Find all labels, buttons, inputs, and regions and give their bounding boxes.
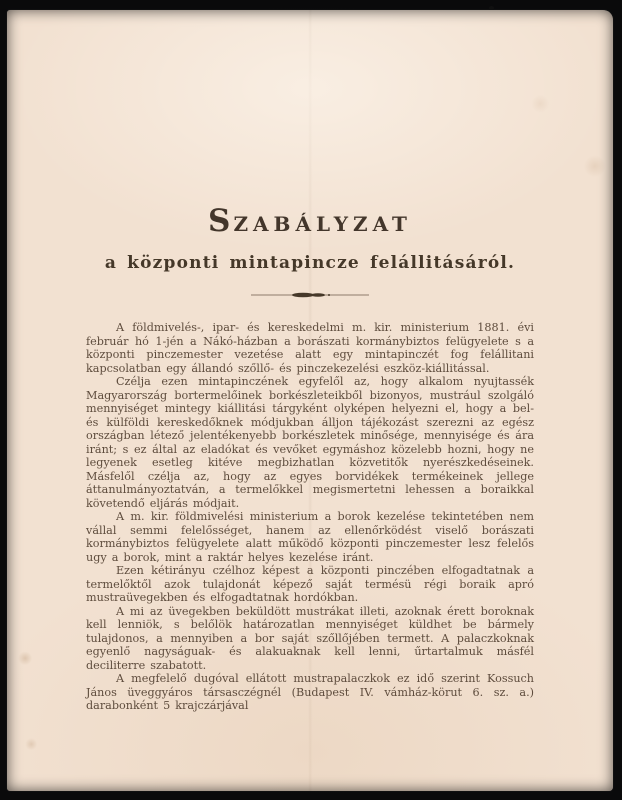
paragraph: A földmivelés-, ipar- és kereskedelmi m. kir. ministerium 1881. évi február hó 1-jén a Nákó-házban a borászati kormánybiztos felügyelete s a központi pinczemester vezetése alatt egy mintapinczét fog felállitani kapcsolatban egy állandó szőllő- és pinczekezelési eszköz-kiállitással. [86, 321, 534, 375]
paragraph: Czélja ezen mintapinczének egyfelől az, hogy alkalom nyujtassék Magyarország bortermelőinek borkészleteikből bizonyos, mustrául szolgáló mennyiséget mintegy kiállitási tárgyként olyképen helyezni el, hogy a bel- és külföldi kereskedőknek módjukban álljon tájékozást szerezni az egész országban létező jelentékenyebb borkészletek minősége, mennyisége és ára iránt; s ez által az eladókat és vevőket egymáshoz közelebb hozni, hogy ne legyenek esetleg kitéve megbizhatlan közvetitők nyerészkedéseinek. Másfelől czélja az, hogy az egyes borvidékek termékeinek jellege áttanulmányoztatván, a termelőkkel megismertetni lehessen a boraikkal követendő eljárás módjait. [86, 375, 534, 510]
paragraph: Ezen kétirányu czélhoz képest a központi pinczében elfogadtatnak a termelőktől azok tulajdonát képező saját termésü régi boraik apró mustraüvegekben és elfogadtatnak hordókban. [86, 564, 534, 605]
page-subtitle: a központi mintapincze felállitásáról. [104, 253, 516, 274]
document-page [7, 10, 613, 791]
paper-speck [489, 6, 494, 10]
ornament-divider-icon [251, 290, 369, 300]
paragraph: A megfelelő dugóval ellátott mustrapalaczkok ez idő szerint Kossuch János üveggyáros társasczégnél (Budapest IV. vámház-körut 6. sz. a.) darabonként 5 krajczárjával [86, 672, 534, 713]
document-body [86, 321, 534, 713]
paragraph: A m. kir. földmivelési ministerium a borok kezelése tekintetében nem vállal semmi felelősséget, hanem az ellenőrködést viselő borászati kormánybiztos felügyelete alatt működő központi pinczemester lesz felelős ugy a borok, mint a raktár helyes kezelése iránt. [86, 510, 534, 564]
paragraph: A mi az üvegekben beküldött mustrákat illeti, azoknak érett boroknak kell lenniök, s belőlök határozatlan mennyiséget küldhet be bármely tulajdonos, a mennyiben a bor saját szőllőjében termett. A palaczkoknak egyenlő nagyságuak- és alakuaknak kell lenni, űrtartalmuk másfél deciliterre szabatott. [86, 604, 534, 672]
page-title: SZABÁLYZAT [208, 203, 412, 239]
